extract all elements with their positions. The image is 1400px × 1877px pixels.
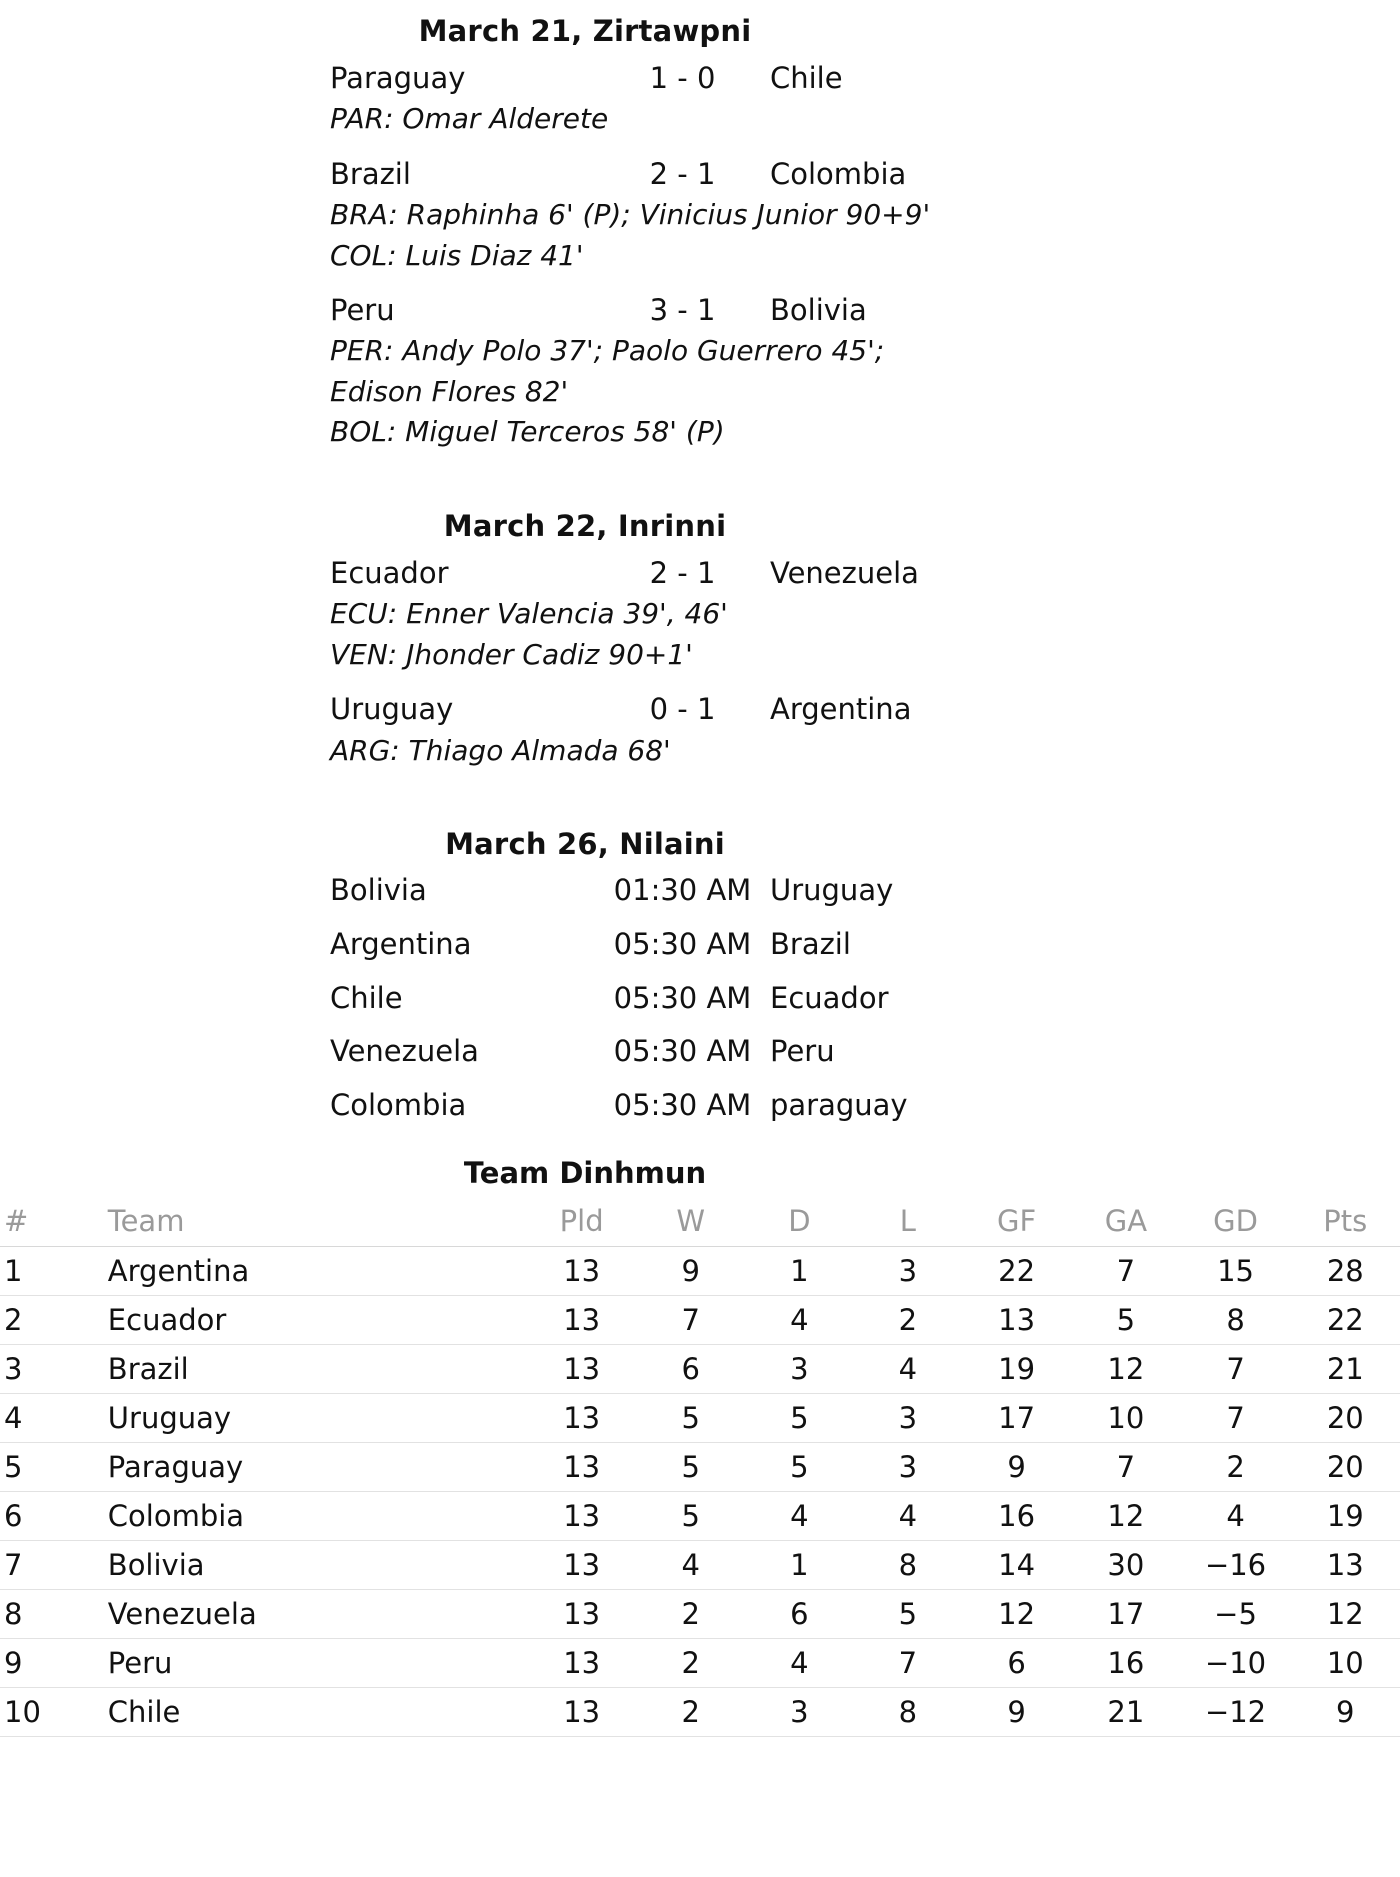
match-scorer-line: BRA: Raphinha 6' (P); Vinicius Junior 90+9' [330,197,931,231]
cell-d: 1 [745,1246,854,1295]
cell-gf: 9 [962,1687,1071,1736]
cell-w: 5 [636,1442,745,1491]
cell-ga: 12 [1071,1344,1180,1393]
cell-w: 7 [636,1295,745,1344]
match-scorer-line: PAR: Omar Alderete [330,102,609,136]
cell-l: 4 [854,1344,962,1393]
match-scorer-line: VEN: Jhonder Cadiz 90+1' [330,637,693,671]
cell-gf: 22 [962,1246,1071,1295]
cell-team-name: Ecuador [46,1295,527,1344]
cell-gf: 12 [962,1589,1071,1638]
table-row[interactable] [0,1295,1400,1344]
match-score: 0 - 1 [649,692,716,727]
cell-pld: 13 [527,1246,636,1295]
cell-d: 5 [745,1393,854,1442]
match-kickoff-time: 05:30 AM [613,926,752,961]
cell-pld: 13 [527,1491,636,1540]
cell-pts: 10 [1291,1638,1400,1687]
section-spacer [0,771,1400,813]
cell-team-name: Bolivia [46,1540,527,1589]
column-header-w: W [636,1200,745,1247]
cell-w: 4 [636,1540,745,1589]
cell-pld: 13 [527,1393,636,1442]
column-header-d: D [745,1200,854,1247]
cell-pld: 13 [527,1344,636,1393]
match-row [330,1086,1400,1126]
cell-pts: 22 [1291,1295,1400,1344]
cell-pld: 13 [527,1442,636,1491]
cell-l: 7 [854,1638,962,1687]
cell-ga: 12 [1071,1491,1180,1540]
match-row [330,290,1400,331]
match-row [330,58,1400,99]
cell-d: 3 [745,1687,854,1736]
cell-gf: 17 [962,1393,1071,1442]
cell-pld: 13 [527,1589,636,1638]
cell-rank: 2 [0,1295,46,1344]
cell-d: 1 [745,1540,854,1589]
column-header-l: L [854,1200,962,1247]
cell-d: 3 [745,1344,854,1393]
match-away-team: Bolivia [770,293,867,328]
cell-gf: 6 [962,1638,1071,1687]
cell-pts: 19 [1291,1491,1400,1540]
cell-pts: 21 [1291,1344,1400,1393]
match-kickoff-time: 05:30 AM [613,980,752,1015]
match-home-team: Venezuela [330,1034,479,1069]
fixture-day-header: March 22, Inrinni [443,509,727,544]
cell-pld: 13 [527,1687,636,1736]
cell-gf: 13 [962,1295,1071,1344]
cell-d: 4 [745,1491,854,1540]
fixture-day-block [0,495,1400,771]
cell-l: 2 [854,1295,962,1344]
match-row [330,553,1400,594]
cell-gd: −12 [1181,1687,1291,1736]
table-row[interactable] [0,1589,1400,1638]
column-header-pld: Pld [527,1200,636,1247]
cell-ga: 7 [1071,1246,1180,1295]
table-row[interactable] [0,1393,1400,1442]
match-entry [0,553,1400,675]
match-home-team: Paraguay [330,61,466,95]
cell-pts: 20 [1291,1442,1400,1491]
cell-rank: 8 [0,1589,46,1638]
cell-ga: 30 [1071,1540,1180,1589]
cell-w: 2 [636,1638,745,1687]
cell-l: 3 [854,1442,962,1491]
match-away-team: Brazil [770,926,851,961]
cell-rank: 9 [0,1638,46,1687]
cell-gd: −10 [1181,1638,1291,1687]
cell-pts: 13 [1291,1540,1400,1589]
cell-gf: 19 [962,1344,1071,1393]
cell-pts: 20 [1291,1393,1400,1442]
column-header-ga: GA [1071,1200,1180,1247]
cell-rank: 1 [0,1246,46,1295]
cell-team-name: Peru [46,1638,527,1687]
cell-l: 8 [854,1540,962,1589]
match-scorer-line: COL: Luis Diaz 41' [330,238,584,272]
cell-gd: 4 [1181,1491,1291,1540]
cell-pts: 9 [1291,1687,1400,1736]
cell-w: 5 [636,1491,745,1540]
table-row[interactable] [0,1344,1400,1393]
table-row[interactable] [0,1491,1400,1540]
match-entry [0,925,1400,965]
match-row [330,689,1400,730]
cell-l: 3 [854,1393,962,1442]
match-row [330,925,1400,965]
cell-d: 4 [745,1638,854,1687]
match-entry [0,979,1400,1019]
match-home-team: Uruguay [330,692,454,727]
cell-w: 2 [636,1589,745,1638]
match-home-team: Argentina [330,926,472,961]
cell-team-name: Colombia [46,1491,527,1540]
cell-gd: −5 [1181,1589,1291,1638]
cell-gd: −16 [1181,1540,1291,1589]
cell-l: 3 [854,1246,962,1295]
standings-header [0,1200,1400,1247]
match-row [330,979,1400,1019]
cell-ga: 16 [1071,1638,1180,1687]
cell-pts: 28 [1291,1246,1400,1295]
fixture-day-block [0,0,1400,453]
cell-ga: 10 [1071,1393,1180,1442]
cell-w: 5 [636,1393,745,1442]
cell-ga: 5 [1071,1295,1180,1344]
column-header-pts: Pts [1291,1200,1400,1247]
fixture-day-header: March 26, Nilaini [445,827,725,862]
match-entry [0,290,1400,453]
cell-l: 5 [854,1589,962,1638]
match-away-team: Colombia [770,156,907,191]
column-header-gd: GD [1181,1200,1291,1247]
cell-pld: 13 [527,1638,636,1687]
table-row[interactable] [0,1687,1400,1736]
column-header-rank: # [0,1200,46,1247]
table-row[interactable] [0,1540,1400,1589]
match-home-team: Chile [330,980,403,1015]
cell-d: 6 [745,1589,854,1638]
cell-rank: 5 [0,1442,46,1491]
match-score: 2 - 1 [649,156,716,191]
table-row[interactable] [0,1442,1400,1491]
match-away-team: Argentina [770,692,912,727]
match-away-team: Chile [770,61,843,95]
cell-w: 2 [636,1687,745,1736]
cell-w: 6 [636,1344,745,1393]
match-away-team: Venezuela [770,556,919,591]
cell-gd: 7 [1181,1393,1291,1442]
match-scorer-line: BOL: Miguel Terceros 58' (P) [330,415,725,449]
cell-ga: 7 [1071,1442,1180,1491]
match-home-team: Peru [330,293,395,328]
cell-ga: 21 [1071,1687,1180,1736]
table-row[interactable] [0,1246,1400,1295]
cell-gd: 15 [1181,1246,1291,1295]
match-kickoff-time: 05:30 AM [613,1088,752,1123]
column-header-team: Team [46,1200,527,1247]
match-entry [0,58,1400,140]
cell-d: 4 [745,1295,854,1344]
cell-w: 9 [636,1246,745,1295]
match-away-team: Uruguay [770,873,894,908]
cell-gd: 7 [1181,1344,1291,1393]
standings-section [0,1126,1400,1737]
section-spacer [0,453,1400,495]
match-row [330,871,1400,911]
match-entry [0,689,1400,771]
cell-team-name: Paraguay [46,1442,527,1491]
standings-title: Team Dinhmun [463,1155,707,1190]
column-header-gf: GF [962,1200,1071,1247]
cell-team-name: Chile [46,1687,527,1736]
standings-table [0,1200,1400,1737]
match-entry [0,154,1400,276]
cell-pts: 12 [1291,1589,1400,1638]
cell-rank: 7 [0,1540,46,1589]
match-home-team: Colombia [330,1088,467,1123]
match-score: 3 - 1 [649,293,716,328]
match-score: 2 - 1 [649,556,716,591]
match-scorer-line: ARG: Thiago Almada 68' [330,733,671,767]
match-away-team: Peru [770,1034,835,1069]
cell-gd: 8 [1181,1295,1291,1344]
fixture-day-header: March 21, Zirtawpni [418,14,752,48]
cell-rank: 3 [0,1344,46,1393]
match-row [330,154,1400,195]
cell-rank: 10 [0,1687,46,1736]
cell-team-name: Venezuela [46,1589,527,1638]
cell-pld: 13 [527,1540,636,1589]
cell-rank: 4 [0,1393,46,1442]
match-home-team: Ecuador [330,556,449,591]
cell-gf: 9 [962,1442,1071,1491]
cell-gf: 16 [962,1491,1071,1540]
match-row [330,1032,1400,1072]
cell-team-name: Argentina [46,1246,527,1295]
cell-team-name: Brazil [46,1344,527,1393]
match-home-team: Bolivia [330,873,427,908]
match-entry [0,871,1400,911]
standings-header-row [0,1200,1400,1247]
match-entry [0,1032,1400,1072]
cell-team-name: Uruguay [46,1393,527,1442]
cell-l: 8 [854,1687,962,1736]
match-away-team: paraguay [770,1088,908,1123]
cell-pld: 13 [527,1295,636,1344]
standings-body [0,1246,1400,1736]
match-home-team: Brazil [330,156,411,191]
match-scorer-line: ECU: Enner Valencia 39', 46' [330,597,728,631]
cell-d: 5 [745,1442,854,1491]
table-row[interactable] [0,1638,1400,1687]
match-scorer-line: Edison Flores 82' [330,374,569,408]
cell-l: 4 [854,1491,962,1540]
cell-ga: 17 [1071,1589,1180,1638]
cell-rank: 6 [0,1491,46,1540]
match-kickoff-time: 05:30 AM [613,1034,752,1069]
fixture-day-block [0,813,1400,1126]
match-scorer-line: PER: Andy Polo 37'; Paolo Guerrero 45'; [330,334,885,368]
match-entry [0,1086,1400,1126]
match-score: 1 - 0 [649,61,716,95]
cell-gd: 2 [1181,1442,1291,1491]
cell-gf: 14 [962,1540,1071,1589]
match-kickoff-time: 01:30 AM [613,873,752,908]
match-away-team: Ecuador [770,980,889,1015]
